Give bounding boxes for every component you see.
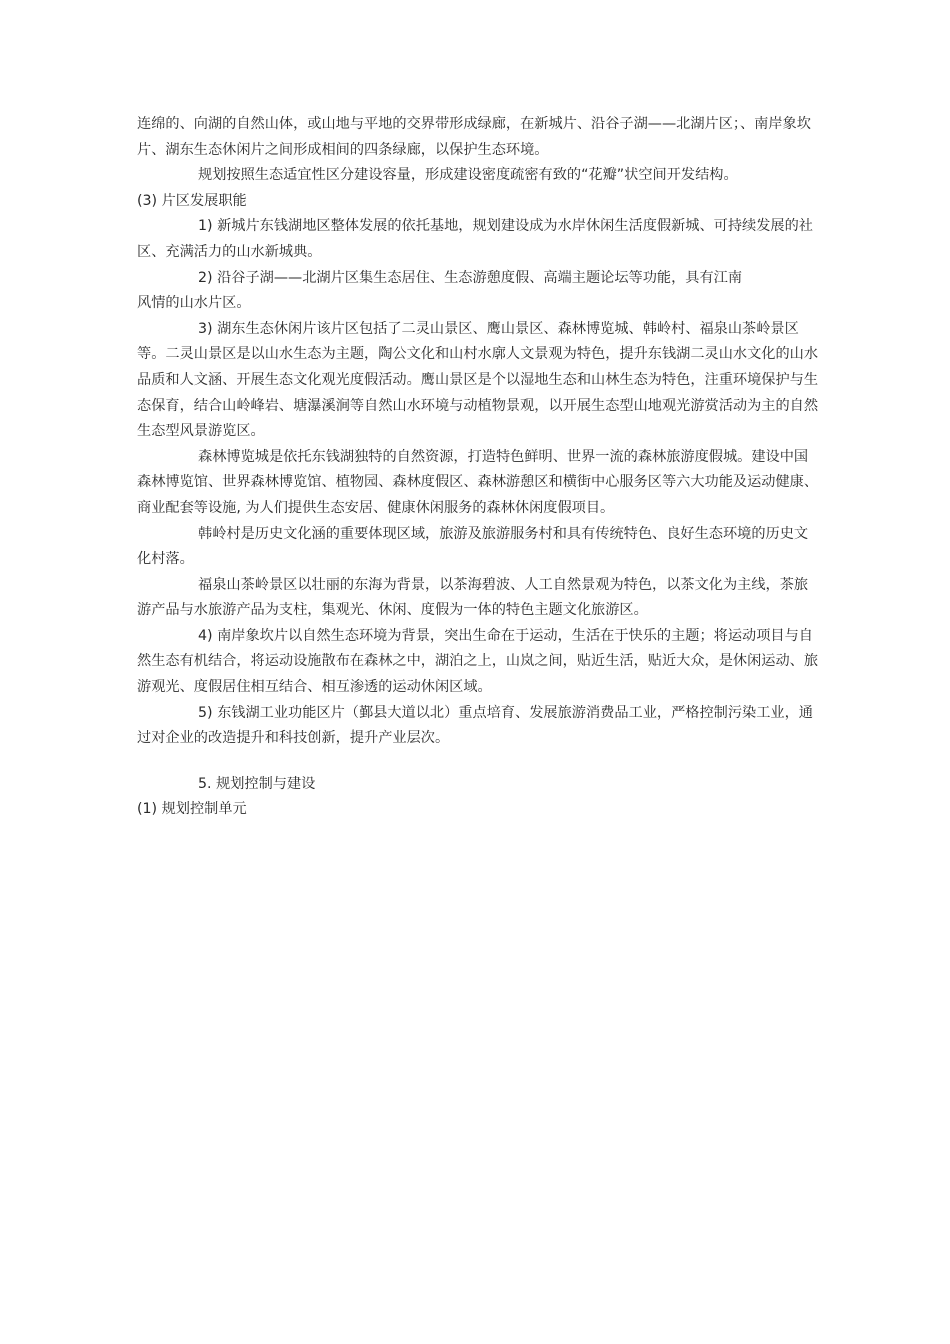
- document-body: [137, 112, 821, 823]
- heading-planning-control: 5. 规划控制与建设: [198, 775, 316, 792]
- list-item-industrial-zone: 5) 东钱湖工业功能区片（鄞县大道以北）重点培育、发展旅游消费品工业，严格控制污染工业，通过对企业的改造提升和科技创新，提升产业层次。: [137, 704, 813, 747]
- list-item-guzi-lake: 2) 沿谷子湖——北湖片区集生态居住、生态游憩度假、高端主题论坛等功能，具有江南: [198, 269, 743, 286]
- paragraph-development-structure: 规划按照生态适宜性区分建设容量，形成建设密度疏密有致的“花瓣”状空间开发结构。: [198, 167, 738, 184]
- subheading-control-units: (1) 规划控制单元: [137, 801, 247, 818]
- paragraph-hanling-village: 韩岭村是历史文化涵的重要体现区域，旅游及旅游服务村和具有传统特色、良好生态环境的历史文化村落。: [137, 525, 809, 568]
- list-item-guzi-lake-continued: 风情的山水片区。: [137, 295, 251, 312]
- subheading-district-functions: (3) 片区发展职能: [137, 192, 247, 209]
- section-spacer: [137, 752, 821, 772]
- paragraph-green-corridors: 连绵的、向湖的自然山体，或山地与平地的交界带形成绿廊，在新城片、沿谷子湖——北湖片区；、南岸象坎片、湖东生态休闲片之间形成相间的四条绿廊，以保护生态环境。: [137, 116, 811, 158]
- list-item-new-town: 1) 新城片东钱湖地区整体发展的依托基地，规划建设成为水岸休闲生活度假新城、可持续发展的社区、充满活力的山水新城典。: [137, 218, 813, 260]
- list-item-south-shore: 4) 南岸象坎片以自然生态环境为背景，突出生命在于运动，生活在于快乐的主题；将运动项目与自然生态有机结合，将运动设施散布在森林之中，湖泊之上，山岚之间，贴近生活，贴近大众，是休闲运动、旅游观光、度假居住相互结合、相互渗透的运动休闲区域。: [137, 627, 819, 696]
- list-item-east-lake-ecological: 3) 湖东生态休闲片该片区包括了二灵山景区、鹰山景区、森林博览城、韩岭村、福泉山茶岭景区等。二灵山景区是以山水生态为主题，陶公文化和山村水廓人文景观为特色，提升东钱湖二灵山水文化的山水品质和人文涵、开展生态文化观光度假活动。鹰山景区是个以湿地生态和山林生态为特色，注重环境保护与生态保育，结合山岭峰岩、塘瀑溪涧等自然山水环境与动植物景观，以开展生态型山地观光游赏活动为主的自然生态型风景游览区。: [137, 320, 819, 440]
- paragraph-forest-expo-city: 森林博览城是依托东钱湖独特的自然资源，打造特色鲜明、世界一流的森林旅游度假城。建设中国森林博览馆、世界森林博览馆、植物园、森林度假区、森林游憩区和横街中心服务区等六大功能及运动健康、商业配套等设施, 为人们提供生态安居、健康休闲服务的森林休闲度假项目。: [137, 448, 819, 516]
- paragraph-fuquan-tea-area: 福泉山茶岭景区以壮丽的东海为背景，以茶海碧波、人工自然景观为特色，以茶文化为主线，茶旅游产品与水旅游产品为支柱，集观光、休闲、度假为一体的特色主题文化旅游区。: [137, 576, 809, 619]
